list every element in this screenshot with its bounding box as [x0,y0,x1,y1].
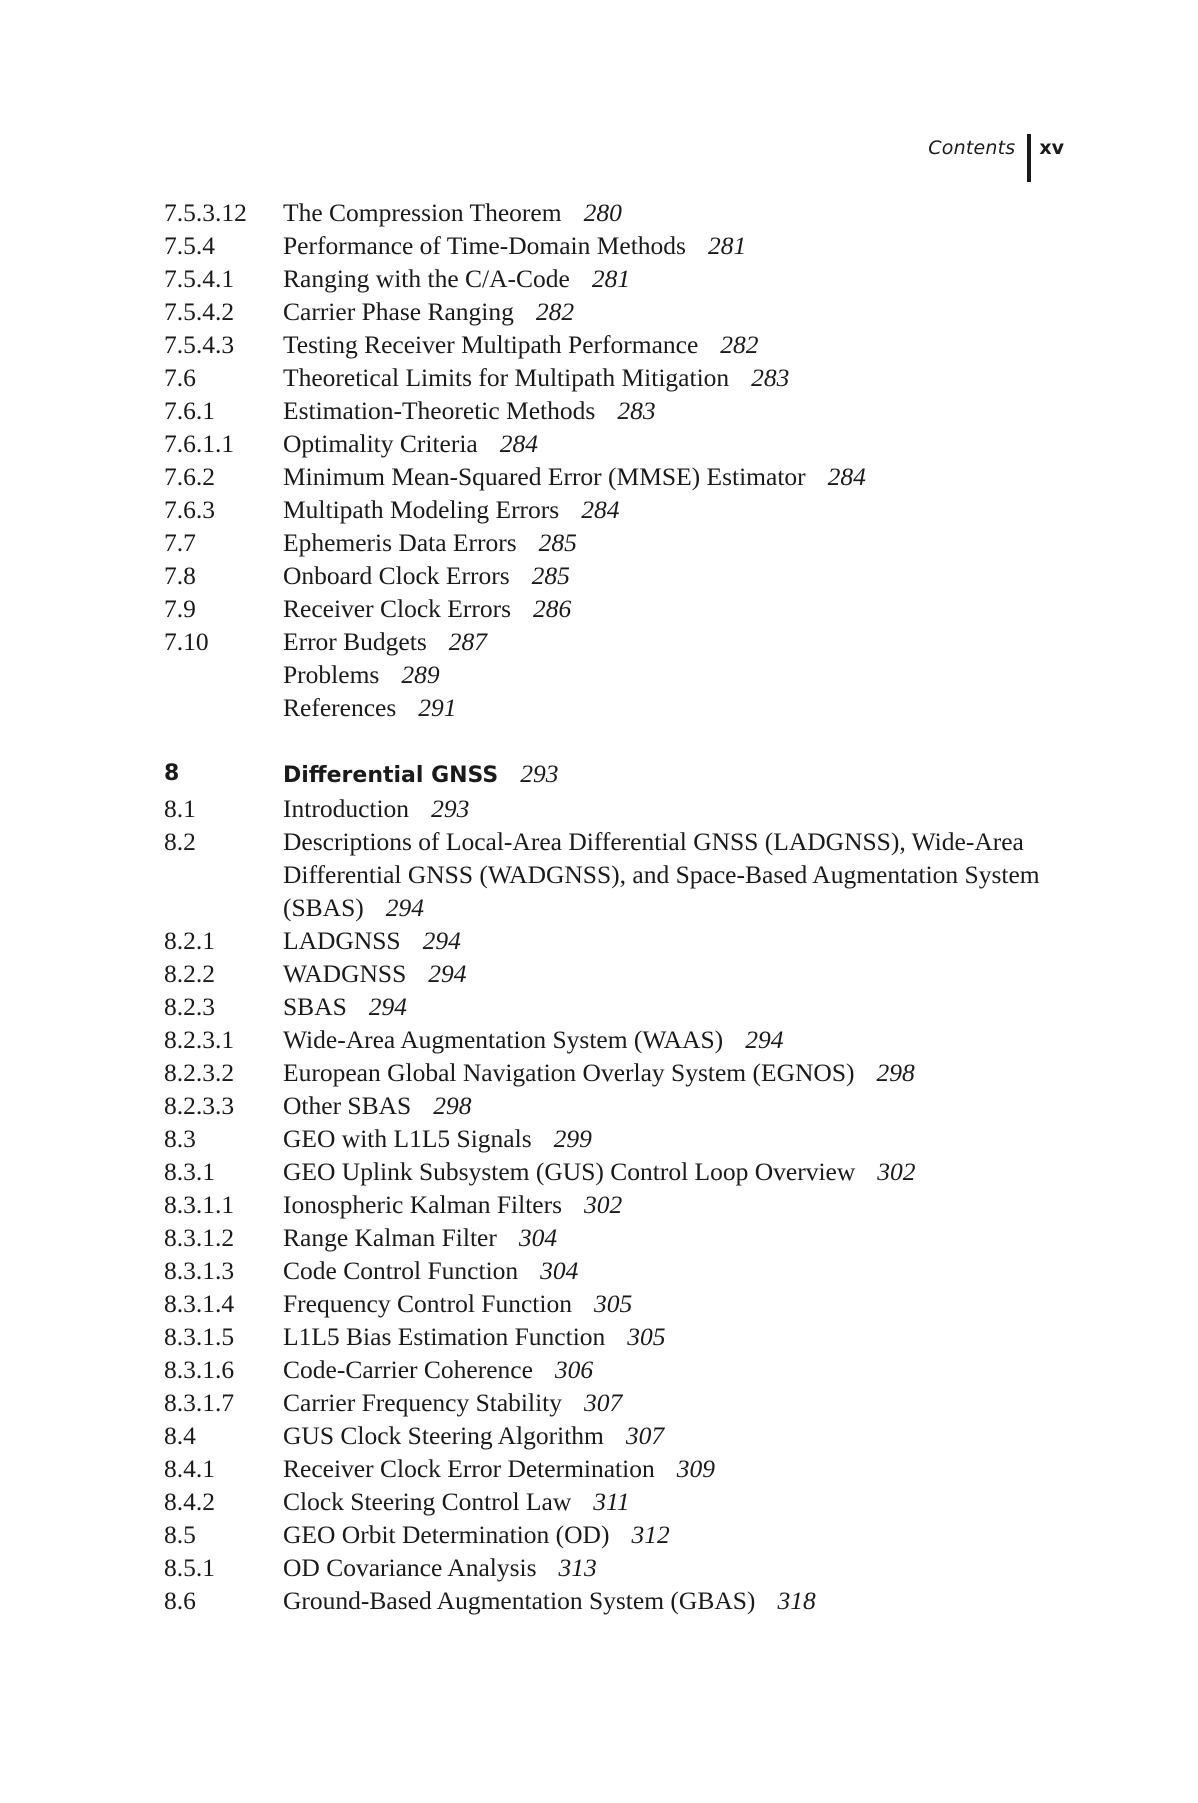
toc-entry[interactable] [164,295,1044,328]
toc-entry[interactable] [164,427,1044,460]
toc-entry-page-number: 294 [368,992,408,1021]
toc-entry-title: Multipath Modeling Errors [283,495,560,524]
toc-entry-title: Range Kalman Filter [283,1223,497,1252]
toc-entry-title: WADGNSS [283,959,407,988]
toc-entry-title: OD Covariance Analysis [283,1553,537,1582]
running-head-rule [1027,134,1031,182]
toc-entry-text [283,1254,1044,1287]
toc-entry-number: 8.1 [164,794,196,823]
toc-entry[interactable] [164,924,1044,957]
toc-entry-page-number: 298 [433,1091,472,1120]
toc-entry[interactable] [164,262,1044,295]
toc-entry[interactable] [164,559,1044,592]
toc-entry-text [283,990,1044,1023]
toc-entry-page-number: 293 [431,794,470,823]
toc-entry-title: GEO Uplink Subsystem (GUS) Control Loop Overview [283,1157,856,1186]
toc-entry[interactable] [164,394,1044,427]
toc-entry[interactable] [164,1518,1044,1551]
toc-entry-text [283,1551,1044,1584]
toc-entry-title: Wide-Area Augmentation System (WAAS) [283,1025,724,1054]
toc-entry-number: 8.3 [164,1124,196,1153]
toc-entry[interactable] [164,625,1044,658]
toc-entry-text [283,229,1044,262]
toc-entry-title: Onboard Clock Errors [283,561,510,590]
toc-entry-title: GUS Clock Steering Algorithm [283,1421,604,1450]
toc-entry-title: Estimation-Theoretic Methods [283,396,596,425]
toc-entry[interactable] [164,460,1044,493]
toc-entry[interactable] [164,1485,1044,1518]
toc-entry-number: 7.5.4 [164,231,215,260]
toc-entry-number: 8.2.3 [164,992,215,1021]
toc-entry-text [283,1023,1044,1056]
toc-entry-number: 8.4 [164,1421,196,1450]
toc-entry-page-number: 281 [707,231,747,260]
toc-entry-number: 7.5.4.3 [164,330,235,359]
toc-entry[interactable] [164,328,1044,361]
toc-entry[interactable] [164,957,1044,990]
chapter-heading-8[interactable] [164,757,1044,792]
toc-entry-number: 7.5.4.2 [164,297,235,326]
toc-entry[interactable] [164,1023,1044,1056]
toc-entry-text [283,526,1044,559]
toc-entry-number: 8.2.3.1 [164,1025,235,1054]
toc-entry-number: 8.3.1.5 [164,1322,235,1351]
toc-entry-title: Other SBAS [283,1091,412,1120]
toc-entry-text [283,592,1044,625]
toc-entry-text [283,957,1044,990]
chapter-gap [164,724,1044,757]
toc-entry-title: Receiver Clock Errors [283,594,511,623]
toc-entry-text [283,924,1044,957]
toc-entry-number: 8.2.1 [164,926,215,955]
toc-entry-text [283,1287,1044,1320]
toc-entry-text [283,1386,1044,1419]
toc-entry-page-number: 284 [581,495,620,524]
toc-entry[interactable] [164,1188,1044,1221]
toc-entry-page-number: 289 [401,660,440,689]
toc-entry-number: 7.6.1.1 [164,429,235,458]
toc-entry-number: 8.3.1 [164,1157,215,1186]
table-of-contents [164,196,1044,1617]
toc-entry[interactable] [164,526,1044,559]
toc-entry-text [283,1155,1044,1188]
toc-entry[interactable] [164,658,1044,691]
toc-entry-text [283,792,1044,825]
toc-entry-title: Optimality Criteria [283,429,478,458]
toc-entry-number: 7.10 [164,627,209,656]
toc-entry[interactable] [164,229,1044,262]
chapter-entry [283,757,1044,792]
toc-entry-text [283,559,1044,592]
toc-entry-page-number: 285 [531,561,570,590]
toc-entry-page-number: 305 [627,1322,666,1351]
toc-entry-number: 7.6.1 [164,396,215,425]
toc-entry-number: 7.6.3 [164,495,215,524]
toc-entry-title: LADGNSS [283,926,401,955]
toc-entry-number: 8.3.1.3 [164,1256,235,1285]
toc-entry[interactable] [164,1320,1044,1353]
toc-entry-title: Ground-Based Augmentation System (GBAS) [283,1586,756,1615]
toc-entry-title: GEO with L1L5 Signals [283,1124,532,1153]
toc-entry-text [283,295,1044,328]
toc-entry-title: Descriptions of Local-Area Differential GNSS (LADGNSS), Wide-Area Differential GNSS (WADGNSS), and Space-Based Augmentation System (SBAS) [283,827,1040,922]
toc-entry-text [283,691,1044,724]
toc-entry-title: Ionospheric Kalman Filters [283,1190,563,1219]
running-head-page-number: xv [1039,137,1064,159]
toc-entry-page-number: 302 [584,1190,623,1219]
toc-entry[interactable] [164,1287,1044,1320]
toc-entry-title: GEO Orbit Determination (OD) [283,1520,610,1549]
toc-entry-title: Minimum Mean-Squared Error (MMSE) Estimator [283,462,806,491]
toc-entry[interactable] [164,792,1044,825]
toc-entry-text [283,825,1044,924]
toc-entry-title: Error Budgets [283,627,427,656]
toc-entry-page-number: 282 [535,297,575,326]
toc-entry-text [283,493,1044,526]
toc-entry-page-number: 283 [751,363,790,392]
toc-entry[interactable] [164,1452,1044,1485]
toc-entry-title: References [283,693,397,722]
toc-entry-page-number: 284 [499,429,538,458]
toc-entry-title: The Compression Theorem [283,198,562,227]
toc-entry-number: 8.2 [164,827,196,856]
chapter-page-number: 293 [520,759,559,788]
toc-entry-number: 8.3.1.1 [164,1190,235,1219]
toc-entry-text [283,1353,1044,1386]
toc-entry[interactable] [164,990,1044,1023]
toc-entry-number: 8.3.1.2 [164,1223,235,1252]
toc-entry-number: 7.8 [164,561,196,590]
toc-entry-number: 8.3.1.6 [164,1355,235,1384]
toc-entry-page-number: 291 [418,693,457,722]
toc-entry-text [283,427,1044,460]
toc-entry-text [283,1485,1044,1518]
toc-entry-number: 7.9 [164,594,196,623]
toc-entry[interactable] [164,1419,1044,1452]
toc-entry-text [283,196,1044,229]
toc-entry-number: 8.3.1.7 [164,1388,235,1417]
toc-entry[interactable] [164,1089,1044,1122]
toc-entry-page-number: 307 [584,1388,623,1417]
toc-entry-page-number: 284 [827,462,866,491]
toc-entry[interactable] [164,691,1044,724]
toc-entry-text [283,1188,1044,1221]
toc-entry-text [283,658,1044,691]
toc-entry-text [283,394,1044,427]
toc-entry[interactable] [164,1122,1044,1155]
toc-entry-page-number: 299 [553,1124,592,1153]
toc-entry-title: L1L5 Bias Estimation Function [283,1322,606,1351]
toc-entry-text [283,625,1044,658]
toc-entry[interactable] [164,1551,1044,1584]
toc-entry-text [283,262,1044,295]
toc-entry-page-number: 306 [554,1355,594,1384]
toc-entry-title: Ranging with the C/A-Code [283,264,570,293]
toc-entry-text [283,1221,1044,1254]
toc-entry-text [283,1518,1044,1551]
toc-entry-page-number: 304 [540,1256,579,1285]
toc-entry-title: Frequency Control Function [283,1289,572,1318]
toc-entry-page-number: 294 [422,926,461,955]
section-7-entry-list [164,196,1044,724]
running-head-title: Contents [928,137,1016,159]
toc-entry[interactable] [164,592,1044,625]
toc-entry-title: Theoretical Limits for Multipath Mitigation [283,363,730,392]
toc-entry[interactable] [164,1386,1044,1419]
toc-entry-title: Ephemeris Data Errors [283,528,517,557]
toc-entry-text [283,328,1044,361]
toc-entry-number: 7.5.3.12 [164,198,247,227]
toc-entry-title: Testing Receiver Multipath Performance [283,330,699,359]
toc-entry-number: 7.6.2 [164,462,215,491]
toc-entry-number: 8.2.3.2 [164,1058,235,1087]
toc-entry-text [283,1320,1044,1353]
toc-entry-title: Receiver Clock Error Determination [283,1454,655,1483]
toc-entry-number: 8.2.3.3 [164,1091,235,1120]
toc-entry[interactable] [164,196,1044,229]
chapter-8-entry-list [164,792,1044,1617]
toc-entry-title: European Global Navigation Overlay System (EGNOS) [283,1058,855,1087]
toc-entry-page-number: 313 [558,1553,597,1582]
toc-entry-page-number: 309 [676,1454,715,1483]
toc-entry-number: 8.4.2 [164,1487,215,1516]
toc-entry-title: Carrier Phase Ranging [283,297,514,326]
chapter-title: Differential GNSS [283,763,499,788]
toc-entry-page-number: 307 [625,1421,665,1450]
toc-entry-page-number: 282 [720,330,759,359]
toc-entry-page-number: 318 [777,1586,816,1615]
toc-entry-title: Code Control Function [283,1256,519,1285]
toc-entry-page-number: 287 [448,627,488,656]
toc-entry-number: 8.3.1.4 [164,1289,235,1318]
toc-entry[interactable] [164,1155,1044,1188]
toc-entry-number: 7.7 [164,528,196,557]
toc-entry-page-number: 302 [877,1157,916,1186]
toc-entry-title: Code-Carrier Coherence [283,1355,533,1384]
toc-entry[interactable] [164,1584,1044,1617]
toc-entry-page-number: 294 [745,1025,784,1054]
toc-entry-title: Carrier Frequency Stability [283,1388,563,1417]
toc-entry-title: Performance of Time-Domain Methods [283,231,686,260]
toc-entry-page-number: 311 [593,1487,630,1516]
toc-entry-number: 8.5.1 [164,1553,215,1582]
toc-entry[interactable] [164,1056,1044,1089]
toc-entry-page-number: 285 [538,528,577,557]
toc-entry-text [283,1452,1044,1485]
toc-entry-page-number: 286 [533,594,572,623]
toc-entry-text [283,1419,1044,1452]
toc-entry-page-number: 281 [591,264,631,293]
toc-entry-text [283,1122,1044,1155]
chapter-number: 8 [164,761,180,786]
toc-entry[interactable] [164,493,1044,526]
toc-entry-page-number: 294 [428,959,467,988]
toc-entry-text [283,1584,1044,1617]
toc-entry-title: Problems [283,660,380,689]
toc-entry-page-number: 304 [518,1223,558,1252]
toc-entry[interactable] [164,825,1044,924]
toc-entry-page-number: 294 [385,893,425,922]
toc-entry-page-number: 305 [593,1289,633,1318]
toc-entry-number: 8.2.2 [164,959,215,988]
toc-entry[interactable] [164,361,1044,394]
toc-entry-text [283,460,1044,493]
running-head [928,134,1064,186]
toc-entry[interactable] [164,1353,1044,1386]
toc-entry[interactable] [164,1254,1044,1287]
toc-entry-title: SBAS [283,992,347,1021]
toc-entry-title: Introduction [283,794,410,823]
toc-entry-number: 7.5.4.1 [164,264,235,293]
toc-entry-number: 8.6 [164,1586,196,1615]
toc-entry-number: 7.6 [164,363,196,392]
toc-entry-page-number: 283 [617,396,656,425]
toc-entry-title: Clock Steering Control Law [283,1487,572,1516]
toc-entry-page-number: 280 [583,198,622,227]
toc-entry-page-number: 312 [631,1520,670,1549]
toc-entry[interactable] [164,1221,1044,1254]
toc-entry-number: 8.5 [164,1520,196,1549]
toc-entry-text [283,361,1044,394]
toc-entry-page-number: 298 [876,1058,915,1087]
toc-entry-number: 8.4.1 [164,1454,215,1483]
toc-entry-text [283,1089,1044,1122]
toc-entry-text [283,1056,1044,1089]
